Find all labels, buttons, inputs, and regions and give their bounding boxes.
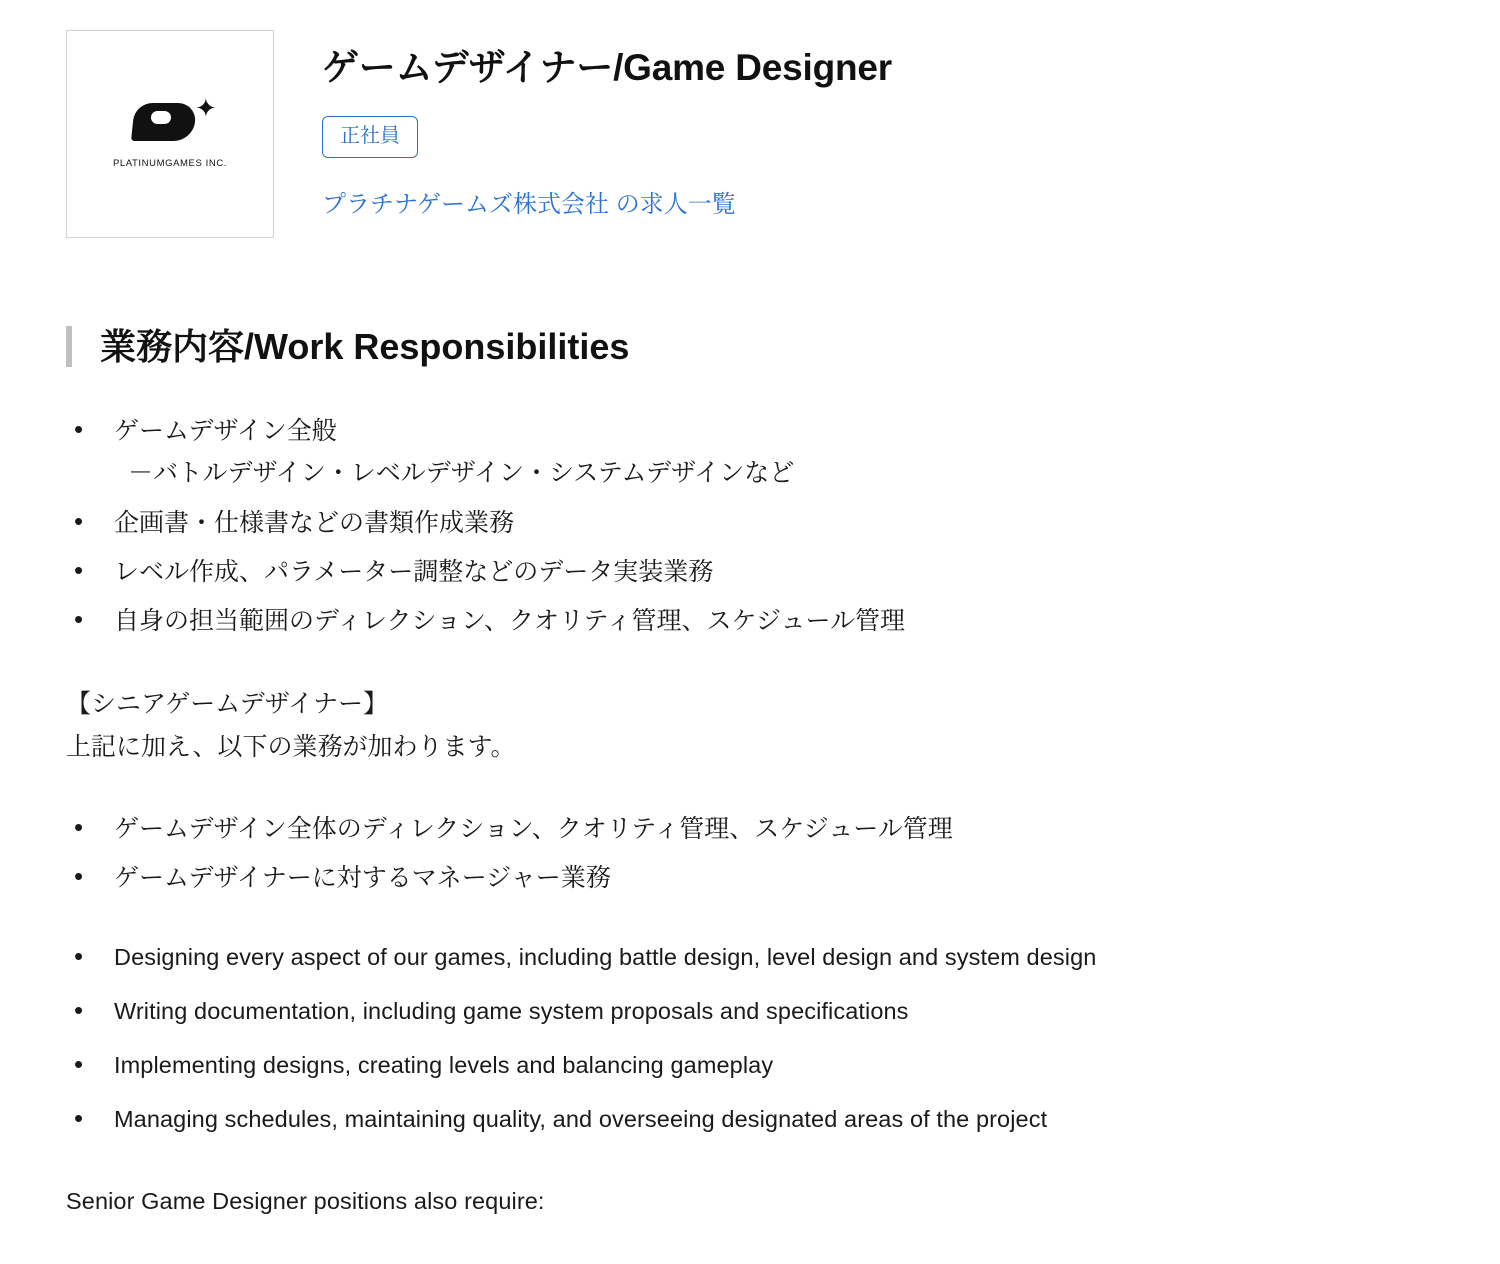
employment-type-badge: 正社員 xyxy=(322,116,418,158)
list-item-sub: －バトルデザイン・レベルデザイン・システムデザインなど xyxy=(128,459,795,488)
header-main xyxy=(322,30,892,219)
list-item: • Designing every aspect of our games, including battle design, level design and system design xyxy=(66,940,1440,974)
list-item: • ゲームデザイナーに対するマネージャー業務 xyxy=(66,860,1440,896)
work-responsibilities-section xyxy=(0,324,1500,369)
job-header xyxy=(0,0,1500,238)
logo-inner xyxy=(85,94,255,169)
senior-label: 【シニアゲームデザイナー】 xyxy=(66,690,389,719)
list-item: • レベル作成、パラメーター調整などのデータ実装業務 xyxy=(66,554,1440,590)
responsibility-list-jp xyxy=(66,413,1440,639)
list-item: • Managing schedules, maintaining quality, and overseeing designated areas of the project xyxy=(66,1102,1440,1136)
senior-intro: 上記に加え、以下の業務が加わります。 xyxy=(66,733,516,761)
list-item: • 自身の担当範囲のディレクション、クオリティ管理、スケジュール管理 xyxy=(66,603,1440,639)
list-item: • 企画書・仕様書などの書類作成業務 xyxy=(66,505,1440,541)
list-item: • ゲームデザイン全体のディレクション、クオリティ管理、スケジュール管理 xyxy=(66,811,1440,847)
senior-note-en: Senior Game Designer positions also require: xyxy=(66,1187,545,1214)
company-logo xyxy=(66,30,274,238)
star-icon: ✦ xyxy=(195,94,217,124)
platinumgames-p-icon xyxy=(115,94,225,147)
list-item-label: ゲームデザイン全般 xyxy=(114,417,337,445)
list-item: • Implementing designs, creating levels and balancing gameplay xyxy=(66,1048,1440,1082)
page-title: ゲームデザイナー/Game Designer xyxy=(322,47,892,88)
section-heading: 業務内容/Work Responsibilities xyxy=(66,324,1500,369)
senior-responsibility-list-jp xyxy=(66,811,1440,897)
responsibility-list-en xyxy=(66,940,1440,1136)
logo-wordmark: PLATINUMGAMES INC. xyxy=(112,158,228,169)
list-item: • Writing documentation, including game system proposals and specifications xyxy=(66,994,1440,1028)
list-item xyxy=(66,413,1440,492)
company-jobs-link[interactable]: プラチナゲームズ株式会社 の求人一覧 xyxy=(322,191,736,219)
section-content xyxy=(0,413,1500,1219)
senior-designer-block xyxy=(66,685,1440,767)
